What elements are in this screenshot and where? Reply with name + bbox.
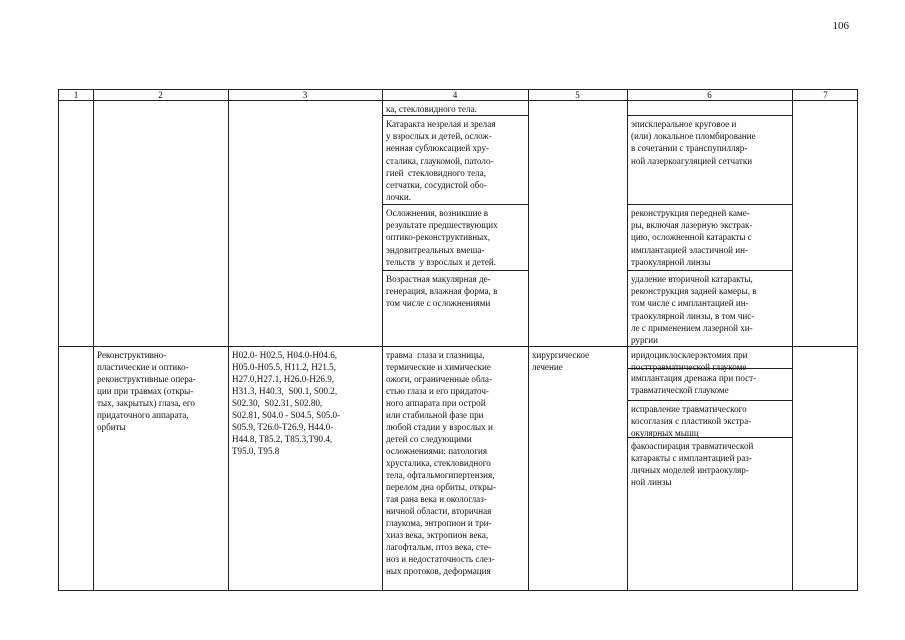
row-divider [627,115,792,116]
method-iridocyclosclerectomy-cell: иридоциклосклерэктомия при посттравматической глаукоме [631,350,748,372]
header-col-2: 2 [158,90,163,100]
method-reconstruction-cell: реконструкция передней каме- ры, включая лазерную экстрак- цию, осложненной катаракты с имплантацией эластичной ин- траокулярной линзы [631,208,753,267]
header-col-7: 7 [823,90,828,100]
diagnosis-amd-cell: Возрастная макулярная де- генерация, влажная форма, в том числе с осложнениями [386,274,498,309]
header-col-6: 6 [707,90,712,100]
row-divider [627,204,792,205]
method-drainage-cell: имплантация дренажа при пост- травматической глаукоме [631,373,757,395]
procedure-name-cell: Реконструктивно- пластические и оптико- реконструктивные опера- ции при травмах (откры- тых, закрытых) глаза, его придаточного аппарата, орбиты [97,350,196,432]
diagnosis-complications-cell: Осложнения, возникшие в результате предшествующих оптико-реконструктивных, эндовитреальных вмеша- тельств у взрослых и детей. [386,208,498,267]
page-number: 106 [832,20,849,32]
method-scleral-cell: эписклеральное круговое и (или) локальное пломбирование в сочетании с транспупилляр- ной лазеркоагуляцией сетчатки [631,119,756,166]
row-divider [382,204,528,205]
row-divider [627,400,792,401]
method-phacoaspiration-cell: факоаспирация травматической катаракты с имплантацией раз- личных моделей интраокуляр- ной линзы [631,441,754,487]
column-divider [93,90,94,590]
header-col-5: 5 [575,90,580,100]
header-col-1: 1 [73,90,79,100]
row-divider [382,270,528,271]
diagnosis-cataract-cell: Катаракта незрелая и зрелая у взрослых и детей, ослож- ненная сублюксацией хру- сталика, глаукомой, патоло- гией стекловидного тела, сетчатки, сосудистой обо- лочки. [386,119,496,203]
diagnosis-cont-cell: ка, стекловидного тела. [386,104,477,114]
column-divider [382,90,383,590]
method-strabismus-cell: исправление травматического косоглазия с пластикой экстра- окулярных мышц [631,404,752,438]
treatment-type-cell: хирургическое лечение [532,350,590,372]
column-divider [627,90,628,590]
method-secondary-cataract-cell: удаление вторичной катаракты, реконструкция задней камеры, в том числе с имплантацией ин- траокулярной линзы, в том чис- ле с применением лазерной хи- рургии [631,274,757,346]
header-col-4: 4 [452,90,458,100]
column-divider [528,90,529,590]
header-col-3: 3 [302,90,308,100]
icd-codes-cell: H02.0- H02.5, H04.0-H04.6, H05.0-H05.5, H11.2, H21.5, H27.0,H27.1, H26.0-H26.9, H31.3, H40.3, S00.1, S00.2, S02.30, S02.31, S02.80, S02.81, S04.0 - S04.5, S05.0- S05.9, T26.0-T26.9, H44.0- H44.8, T85.2, T85.3,T90.4, T95.0, T95.8 [232,350,341,456]
column-divider [228,90,229,590]
header-divider [59,100,857,101]
column-divider [792,90,793,590]
procedures-table [58,89,858,591]
row-divider [627,270,792,271]
trauma-diagnosis-cell: травма глаза и глазницы, термические и химические ожоги, ограниченные обла- стью глаза и его придаточ- ного аппарата при острой или стабильной фазе при любой стадии у взрослых и детей со следующими осложнениями: патология хрусталика, стекловидного тела, офтальмогипертензия, перелом дна орбиты, откры- тая рана века и окологлаз- ничной области, вторичная глаукома, энтропион и три- хиаз века, эктропион века, лагофтальм, птоз века, сте- ноз и недостаточность слез- ных протоков, деформация [386,350,496,576]
